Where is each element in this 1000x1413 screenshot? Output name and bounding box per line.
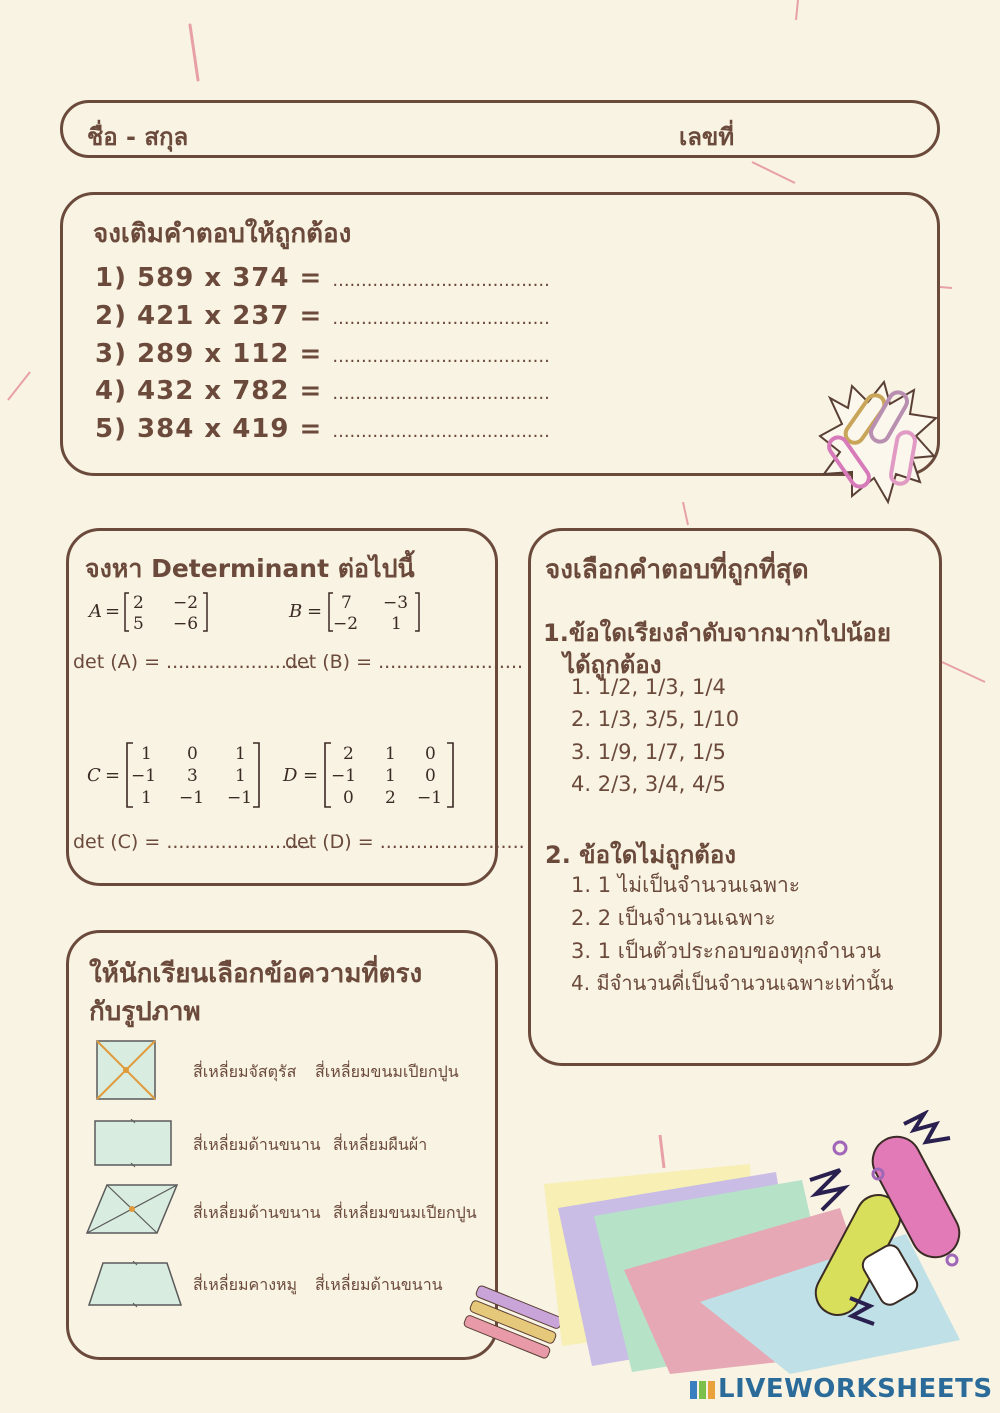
- matrix-c-cell: 1: [141, 788, 152, 808]
- q1-text-cont: ได้ถูกต้อง: [563, 651, 662, 679]
- matrix-b-cell: 7: [341, 593, 352, 613]
- rhombus-shape-icon: [85, 1183, 179, 1235]
- matrix-c-cell: 0: [187, 744, 198, 764]
- square-shape-icon: [95, 1039, 157, 1101]
- q1-option-1[interactable]: 1. 1/2, 1/3, 1/4: [571, 675, 726, 699]
- svg-text:=: =: [307, 601, 323, 622]
- shape1-choice-b[interactable]: สี่เหลี่ยมขนมเปียกปูน: [315, 1062, 459, 1081]
- q1-text: 1.ข้อใดเรียงลำดับจากมากไปน้อย: [543, 619, 891, 647]
- stationery-icon: [540, 1110, 980, 1376]
- matrix-d-cell: 2: [343, 744, 354, 764]
- matrix-c-cell: −1: [227, 788, 253, 808]
- matrix-c-cell: −1: [131, 766, 157, 786]
- mult-question-4[interactable]: 4) 432 x 782 = ......................................: [95, 376, 550, 406]
- matrix-d-cell: −1: [417, 788, 443, 808]
- fill-section-title: จงเติมคำตอบให้ถูกต้อง: [93, 219, 352, 249]
- matrix-a-cell: −2: [173, 593, 199, 613]
- det-b-answer[interactable]: det (B) = ........................: [285, 651, 524, 673]
- matrix-d-cell: 2: [385, 788, 396, 808]
- matrix-c-cell: 1: [235, 766, 246, 786]
- svg-text:=: =: [105, 765, 121, 786]
- shape-match-section: [66, 930, 498, 1360]
- liveworksheets-logo: [690, 1374, 993, 1404]
- name-label: ชื่อ - สกุล: [87, 123, 189, 151]
- matrix-b-cell: −3: [383, 593, 409, 613]
- paper-clips-icon: [818, 378, 940, 510]
- matrix-b: [287, 587, 427, 637]
- q2-option-4[interactable]: 4. มีจำนวนคี่เป็นจำนวนเฉพาะเท่านั้น: [571, 971, 894, 995]
- number-label: เลขที่: [679, 123, 735, 151]
- matrix-d-cell: 1: [385, 744, 396, 764]
- matrix-a-cell: −6: [173, 614, 199, 634]
- determinant-section: [66, 528, 525, 886]
- logo-icon: [690, 1377, 716, 1403]
- matrix-a-cell: 5: [133, 614, 144, 634]
- determinant-title: จงหา Determinant ต่อไปนี้: [85, 554, 415, 583]
- matrix-c: [85, 737, 265, 813]
- q1-option-4[interactable]: 4. 2/3, 3/4, 4/5: [571, 772, 726, 796]
- fill-answer-section: [60, 192, 940, 476]
- svg-text:B: B: [289, 601, 303, 622]
- shape4-choice-b[interactable]: สี่เหลี่ยมด้านขนาน: [315, 1275, 443, 1294]
- logo-text: LIVEWORKSHEETS: [718, 1374, 993, 1404]
- matrix-b-cell: 1: [391, 614, 402, 634]
- svg-text:=: =: [105, 601, 121, 622]
- matrix-d-cell: 1: [385, 766, 396, 786]
- matrix-b-cell: −2: [333, 614, 359, 634]
- svg-text:=: =: [303, 765, 319, 786]
- det-d-answer[interactable]: det (D) = ........................: [285, 831, 525, 853]
- mult-question-1[interactable]: 1) 589 x 374 = ......................................: [95, 263, 550, 293]
- shape-section-title: ให้นักเรียนเลือกข้อความที่ตรง: [89, 959, 423, 989]
- shape4-choice-a[interactable]: สี่เหลี่ยมคางหมู: [193, 1275, 298, 1294]
- q2-option-1[interactable]: 1. 1 ไม่เป็นจำนวนเฉพาะ: [571, 873, 801, 897]
- q1-option-3[interactable]: 3. 1/9, 1/7, 1/5: [571, 740, 726, 764]
- svg-text:C: C: [87, 765, 101, 786]
- trapezoid-shape-icon: [87, 1261, 183, 1309]
- shape3-choice-b[interactable]: สี่เหลี่ยมขนมเปียกปูน: [333, 1203, 477, 1222]
- det-c-answer[interactable]: det (C) = ........................: [73, 831, 312, 853]
- mult-question-5[interactable]: 5) 384 x 419 = ......................................: [95, 414, 550, 444]
- mult-question-2[interactable]: 2) 421 x 237 = ......................................: [95, 301, 550, 331]
- shape2-choice-a[interactable]: สี่เหลี่ยมด้านขนาน: [193, 1135, 321, 1154]
- q2-text: 2. ข้อใดไม่ถูกต้อง: [545, 841, 736, 869]
- det-a-answer[interactable]: det (A) = ........................: [73, 651, 312, 673]
- shape2-choice-b[interactable]: สี่เหลี่ยมผืนผ้า: [333, 1135, 428, 1154]
- matrix-a: [87, 587, 217, 637]
- svg-text:D: D: [283, 765, 298, 786]
- svg-text:A: A: [89, 601, 102, 622]
- matrix-c-cell: 3: [187, 766, 198, 786]
- q2-option-3[interactable]: 3. 1 เป็นตัวประกอบของทุกจำนวน: [571, 939, 881, 963]
- shape3-choice-a[interactable]: สี่เหลี่ยมด้านขนาน: [193, 1203, 321, 1222]
- matrix-d-cell: 0: [343, 788, 354, 808]
- choice-section-title: จงเลือกคำตอบที่ถูกที่สุด: [545, 555, 809, 585]
- q1-option-2[interactable]: 2. 1/3, 3/5, 1/10: [571, 707, 740, 731]
- rectangle-shape-icon: [93, 1119, 175, 1169]
- q2-option-2[interactable]: 2. 2 เป็นจำนวนเฉพาะ: [571, 906, 776, 930]
- matrix-d-cell: 0: [425, 766, 436, 786]
- name-number-bar: [60, 100, 940, 158]
- multiple-choice-section: [528, 528, 942, 1066]
- shape1-choice-a[interactable]: สี่เหลี่ยมจัสตุรัส: [193, 1062, 297, 1081]
- matrix-c-cell: 1: [235, 744, 246, 764]
- matrix-c-cell: −1: [179, 788, 205, 808]
- mult-question-3[interactable]: 3) 289 x 112 = ......................................: [95, 339, 550, 369]
- matrix-d-cell: 0: [425, 744, 436, 764]
- shape-section-title-cont: กับรูปภาพ: [89, 997, 201, 1027]
- matrix-c-cell: 1: [141, 744, 152, 764]
- matrix-d-cell: −1: [331, 766, 357, 786]
- matrix-d: [281, 737, 461, 813]
- matrix-a-cell: 2: [133, 593, 144, 613]
